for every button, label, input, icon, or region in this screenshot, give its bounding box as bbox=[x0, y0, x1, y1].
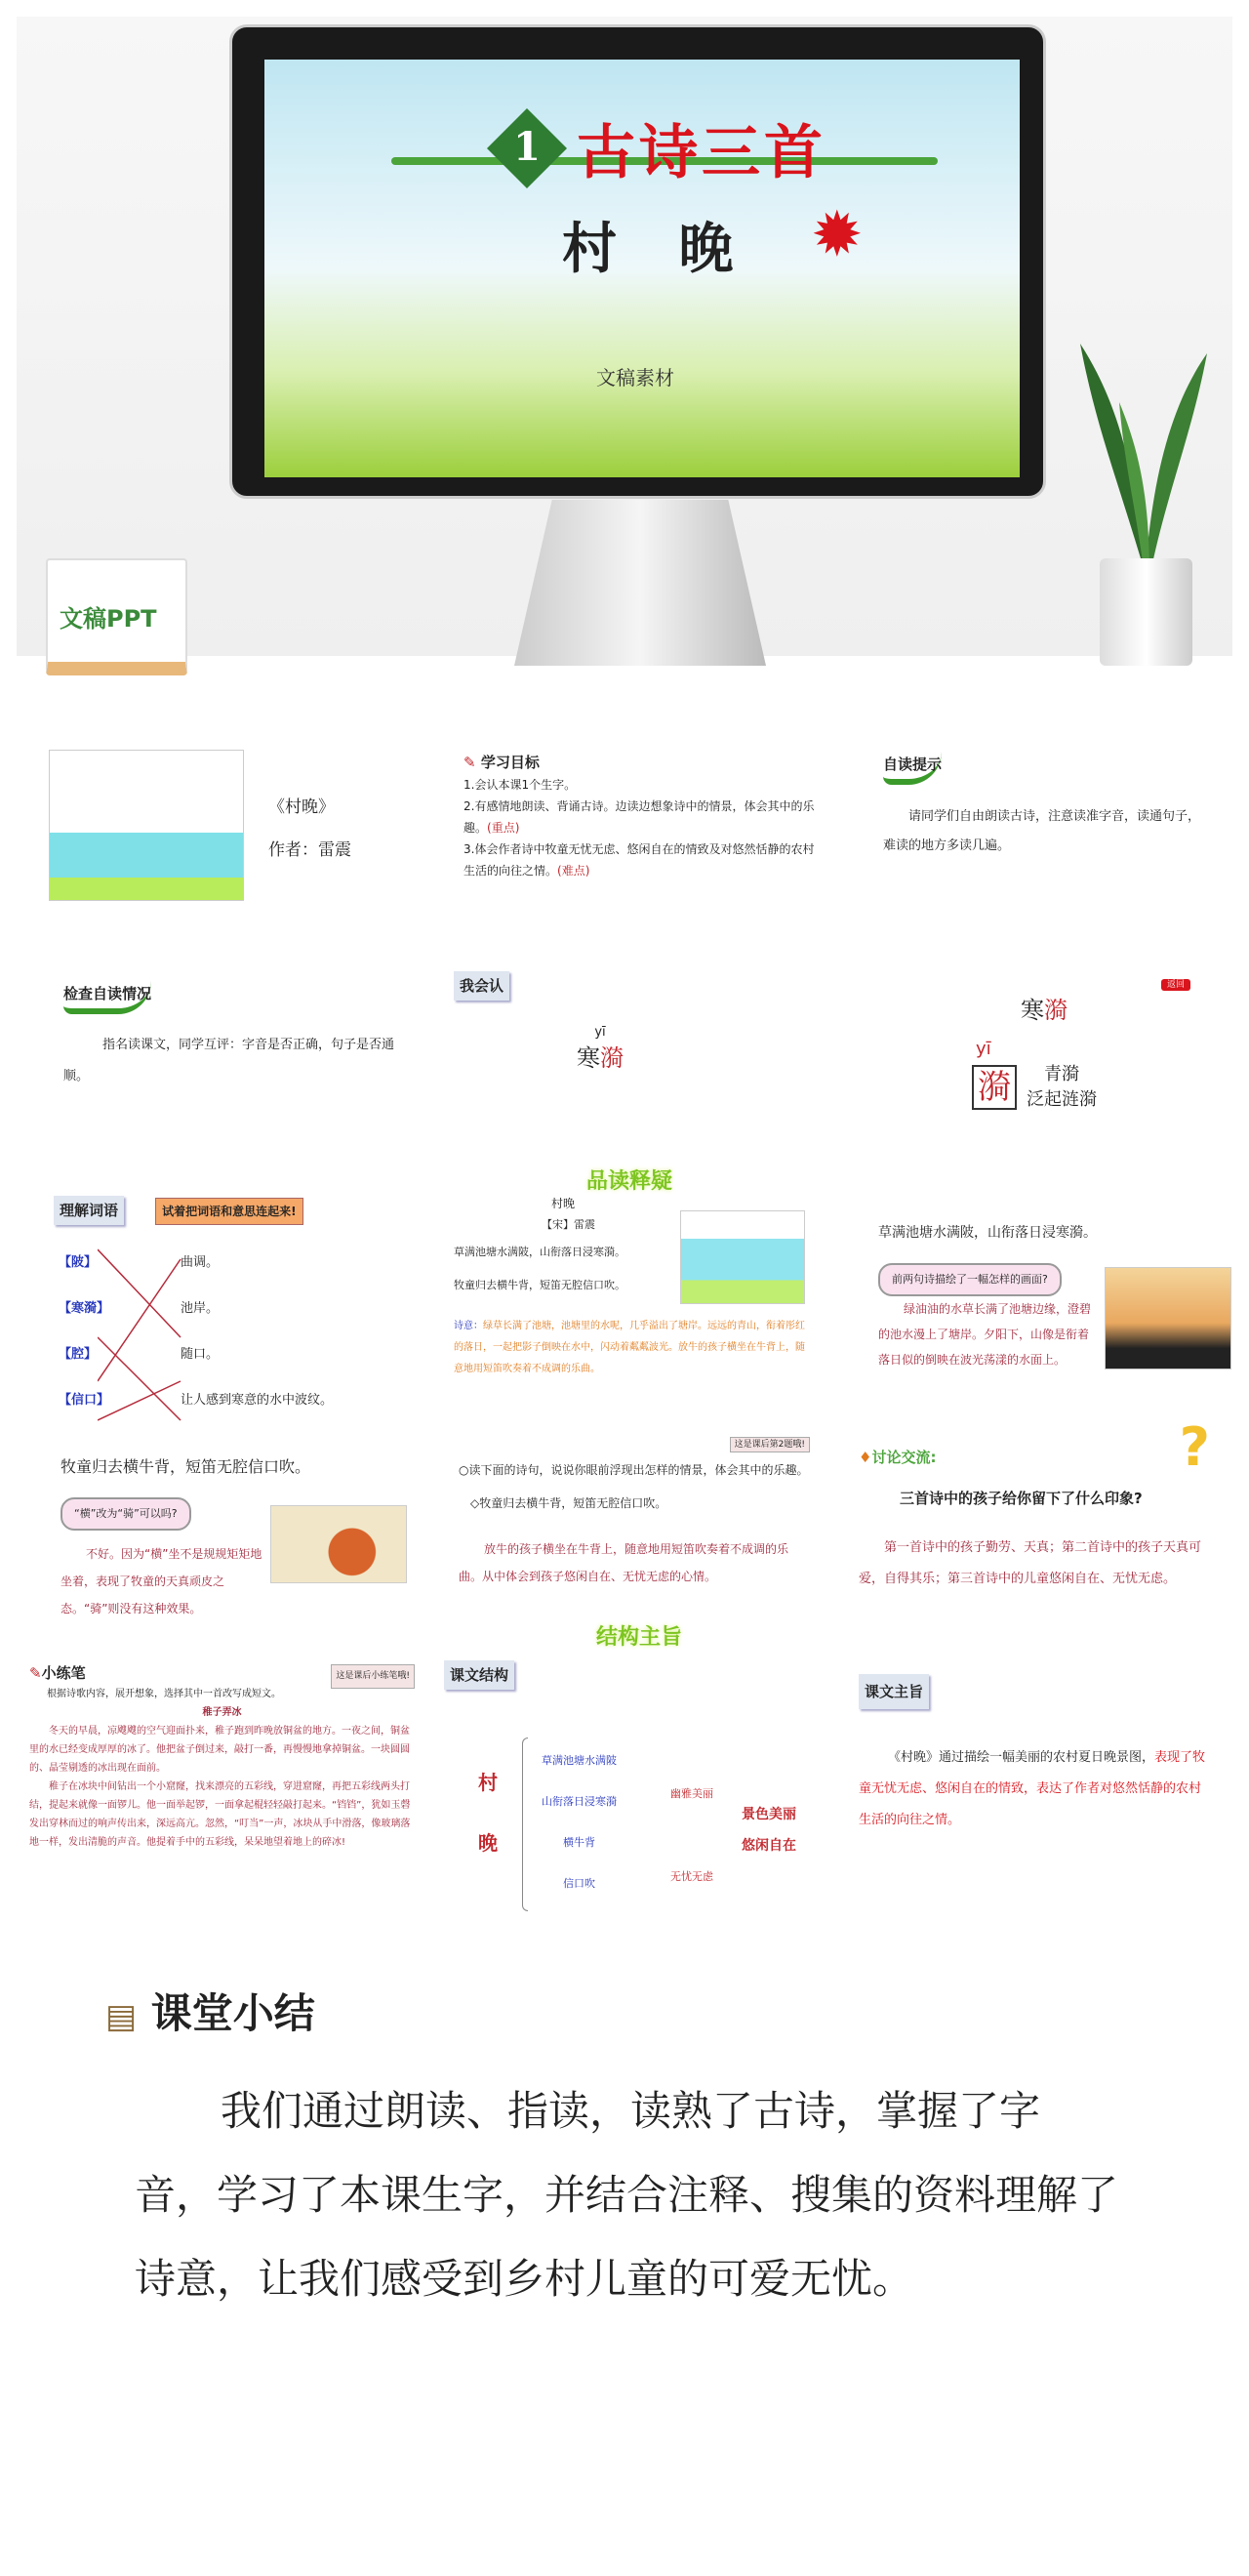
theme-heading: 课文主旨 bbox=[859, 1674, 929, 1709]
hero-banner bbox=[17, 17, 1232, 656]
meaning: 池岸。 bbox=[181, 1301, 220, 1316]
homework-note: 这是课后第2题哦! bbox=[730, 1437, 810, 1452]
carrot-icon: ♦ bbox=[859, 1449, 872, 1466]
theme-plain: 《村晚》通过描绘一幅美丽的农村夏日晚景图， bbox=[888, 1750, 1155, 1765]
goal-item bbox=[463, 838, 815, 881]
question-bubble: 前两句诗描绘了一幅怎样的画面? bbox=[878, 1263, 1062, 1296]
poem-char: 晚 bbox=[478, 1831, 498, 1855]
difficulty-tag: (难点) bbox=[557, 864, 590, 878]
structure-group: 无忧无虑 bbox=[670, 1870, 713, 1883]
interpretation-banner: 品读释疑 bbox=[585, 1169, 672, 1194]
char-highlight: 漪 bbox=[1044, 997, 1068, 1024]
structure-heading: 课文结构 bbox=[444, 1660, 514, 1690]
structure-banner: 结构主旨 bbox=[595, 1625, 682, 1650]
char-grid: 漪 bbox=[972, 1065, 1017, 1110]
key-tag: (重点) bbox=[487, 821, 520, 835]
pen-icon: ✎ bbox=[29, 1664, 42, 1682]
check-reading-text: 指名读课文，同学互评：字音是否正确，句子是否通顺。 bbox=[63, 1038, 395, 1084]
poem-author: 【宋】雷震 bbox=[542, 1218, 595, 1231]
poem-title-text: 《村晚》 bbox=[268, 797, 335, 817]
structure-summary: 景色美丽 bbox=[742, 1807, 796, 1822]
discussion-title: 讨论交流: bbox=[871, 1449, 937, 1466]
essay-title: 稚子弄冰 bbox=[202, 1707, 242, 1718]
poem-title-text: 村晚 bbox=[551, 1197, 576, 1210]
recognize-heading: 我会认 bbox=[454, 971, 509, 1001]
back-button[interactable]: 返回 bbox=[1161, 979, 1190, 991]
structure-line: 山衔落日浸寒漪 bbox=[542, 1795, 617, 1808]
poem-meaning bbox=[454, 1316, 805, 1380]
goal-text: 2.有感情地朗读、背诵古诗。边读边想象诗中的情景，体会其中的乐趣。 bbox=[463, 799, 815, 835]
monitor-screen bbox=[264, 60, 1020, 477]
practice-note: 这是课后小练笔哦! bbox=[331, 1664, 415, 1689]
pinyin: yī bbox=[976, 1039, 991, 1059]
question-mark-icon: ? bbox=[1179, 1416, 1210, 1478]
answer-text: 放牛的孩子横坐在牛背上，随意地用短笛吹奏着不成调的乐曲。从中体会到孩子悠闲自在、无忧无虑的心情。 bbox=[459, 1542, 789, 1583]
meaning: 让人感到寒意的水中波纹。 bbox=[181, 1393, 334, 1408]
self-reading-text: 请同学们自由朗读古诗，注意读准字音，读通句子，难读的地方多读几遍。 bbox=[883, 809, 1201, 853]
vocabulary-heading: 理解词语 bbox=[54, 1196, 124, 1225]
pinyin: yī bbox=[594, 1025, 606, 1040]
goal-item: 1.会认本课1个生字。 bbox=[463, 778, 577, 792]
poem-illustration bbox=[49, 750, 244, 901]
meaning: 曲调。 bbox=[181, 1255, 220, 1270]
learning-goals-heading bbox=[463, 752, 540, 773]
essay-paragraph: 稚子在冰块中间钻出一个小窟窿，找来漂亮的五彩线，穿进窟窿，再把五彩线两头打结，提起来就像一面锣儿。他一面举起锣，一面拿起棍轻轻敲打起来。“铛铛”，犹如玉磬发出穿林而过的响声传出来，深远高亢。忽然，“叮当”一声，冰块从手中滑落，像玻璃落地一样，发出清脆的声音。他提着手中的五彩线，呆呆地望着地上的碎冰! bbox=[29, 1781, 411, 1848]
plant-pot bbox=[1100, 558, 1192, 666]
discussion-question: 三首诗中的孩子给你留下了什么印象? bbox=[900, 1490, 1143, 1507]
meaning: 随口。 bbox=[181, 1347, 220, 1362]
maple-leaf-icon: ✹ bbox=[811, 199, 864, 271]
monitor-stand bbox=[514, 500, 766, 666]
books-icon: ▤ bbox=[105, 1997, 138, 2036]
word-example: 青漪 bbox=[1044, 1064, 1079, 1084]
practice-title: 小练笔 bbox=[41, 1664, 86, 1682]
meaning-text: 绿草长满了池塘，池塘里的水呢，几乎溢出了塘岸。远远的青山，衔着彤红的落日，一起把影子倒映在水中，闪动着粼粼波光。放牛的孩子横坐在牛背上，随意地用短笛吹奏着不成调的乐曲。 bbox=[454, 1321, 805, 1374]
term: 【陂】 bbox=[59, 1255, 98, 1270]
essay-paragraph: 冬天的早晨，凉飕飕的空气迎面扑来，稚子跑到昨晚放铜盆的地方。一夜之间，铜盆里的水已经变成厚厚的冰了。他把盆子倒过来，敲打一番，再慢慢地拿掉铜盆。一块圆圆的、晶莹剔透的冰出现在面前。 bbox=[29, 1726, 410, 1774]
practice-task: 根据诗歌内容，展开想象，选择其中一首改写成短文。 bbox=[47, 1689, 281, 1699]
poem-line: 草满池塘水满陂，山衔落日浸寒漪。 bbox=[878, 1225, 1097, 1241]
question-bubble: “横”改为“骑”可以吗? bbox=[60, 1497, 191, 1531]
structure-line: 信口吹 bbox=[563, 1877, 595, 1890]
poem-illustration bbox=[680, 1210, 805, 1304]
poem-line: 牧童归去横牛背，短笛无腔信口吹。 bbox=[60, 1457, 311, 1476]
answer-text: 不好。因为“横”坐不是规规矩矩地坐着，表现了牧童的天真顽皮之态。“骑”则没有这种效果。 bbox=[60, 1547, 262, 1615]
pen-icon: ✎ bbox=[463, 754, 476, 771]
char-highlight: 漪 bbox=[600, 1044, 624, 1072]
calendar-logo: 文稿PPT bbox=[60, 605, 157, 633]
lesson-number: 1 bbox=[513, 124, 541, 170]
hero-subtitle: 文稿素材 bbox=[596, 366, 674, 389]
sunset-photo bbox=[1105, 1267, 1231, 1370]
char-plain: 寒 bbox=[1021, 997, 1044, 1024]
poem-line: 牧童归去横牛背，短笛无腔信口吹。 bbox=[454, 1279, 625, 1291]
desk-calendar bbox=[46, 558, 187, 675]
poem-line: 草满池塘水满陂，山衔落日浸寒漪。 bbox=[454, 1246, 625, 1258]
ox-illustration bbox=[270, 1505, 407, 1583]
structure-group: 幽雅美丽 bbox=[670, 1787, 713, 1800]
poem-author: 作者：雷震 bbox=[268, 840, 351, 860]
match-prompt: 试着把词语和意思连起来! bbox=[155, 1198, 302, 1225]
theme-text bbox=[859, 1742, 1210, 1836]
summary-heading bbox=[105, 1982, 315, 2040]
summary-title: 课堂小结 bbox=[150, 1989, 315, 2037]
matching-lines bbox=[98, 1245, 185, 1430]
poem-line: ◇牧童归去横牛背，短笛无腔信口吹。 bbox=[470, 1496, 667, 1510]
goal-text: 3.体会作者诗中牧童无忧无虑、悠闲自在的情致及对悠然恬静的农村生活的向往之情。 bbox=[463, 842, 815, 878]
task-text: ○读下面的诗句，说说你眼前浮现出怎样的情景，体会其中的乐趣。 bbox=[459, 1463, 809, 1477]
structure-line: 草满池塘水满陂 bbox=[542, 1754, 617, 1767]
term: 【腔】 bbox=[59, 1347, 98, 1362]
poem-title: 村 晚 bbox=[562, 217, 755, 281]
term: 【信口】 bbox=[59, 1393, 110, 1408]
learning-goals-title: 学习目标 bbox=[480, 754, 540, 771]
answer-text: 第一首诗中的孩子勤劳、天真；第二首诗中的孩子天真可爱，自得其乐；第三首诗中的儿童悠闲自在、无忧无虑。 bbox=[859, 1540, 1202, 1586]
answer-text: 绿油油的水草长满了池塘边缘，澄碧的池水漫上了塘岸。夕阳下，山像是衔着落日似的倒映在波光荡漾的水面上。 bbox=[878, 1302, 1092, 1367]
lesson-title: 古诗三首 bbox=[577, 119, 826, 187]
goal-item bbox=[463, 796, 815, 838]
brace bbox=[522, 1738, 528, 1911]
poem-char: 村 bbox=[478, 1771, 498, 1794]
structure-line: 横牛背 bbox=[563, 1836, 595, 1849]
meaning-label: 诗意： bbox=[454, 1321, 483, 1331]
structure-summary: 悠闲自在 bbox=[742, 1838, 796, 1854]
discussion-heading bbox=[859, 1445, 936, 1470]
monitor bbox=[229, 24, 1046, 499]
self-reading-heading: 自读提示 bbox=[883, 752, 942, 785]
check-reading-heading: 检查自读情况 bbox=[63, 981, 151, 1014]
summary-text: 我们通过朗读、指读，读熟了古诗，掌握了字音，学习了本课生字，并结合注释、搜集的资料理解了诗意，让我们感受到乡村儿童的可爱无忧。 bbox=[135, 2087, 1119, 2303]
char-plain: 寒 bbox=[577, 1044, 600, 1072]
term: 【寒漪】 bbox=[59, 1301, 110, 1316]
practice-heading bbox=[29, 1664, 86, 1683]
word-example: 泛起涟漪 bbox=[1027, 1089, 1097, 1110]
theme-highlight: 表现了牧童无忧无虑、悠闲自在的情致，表达了作者对悠然恬静的农村生活的向往之情。 bbox=[859, 1750, 1206, 1827]
